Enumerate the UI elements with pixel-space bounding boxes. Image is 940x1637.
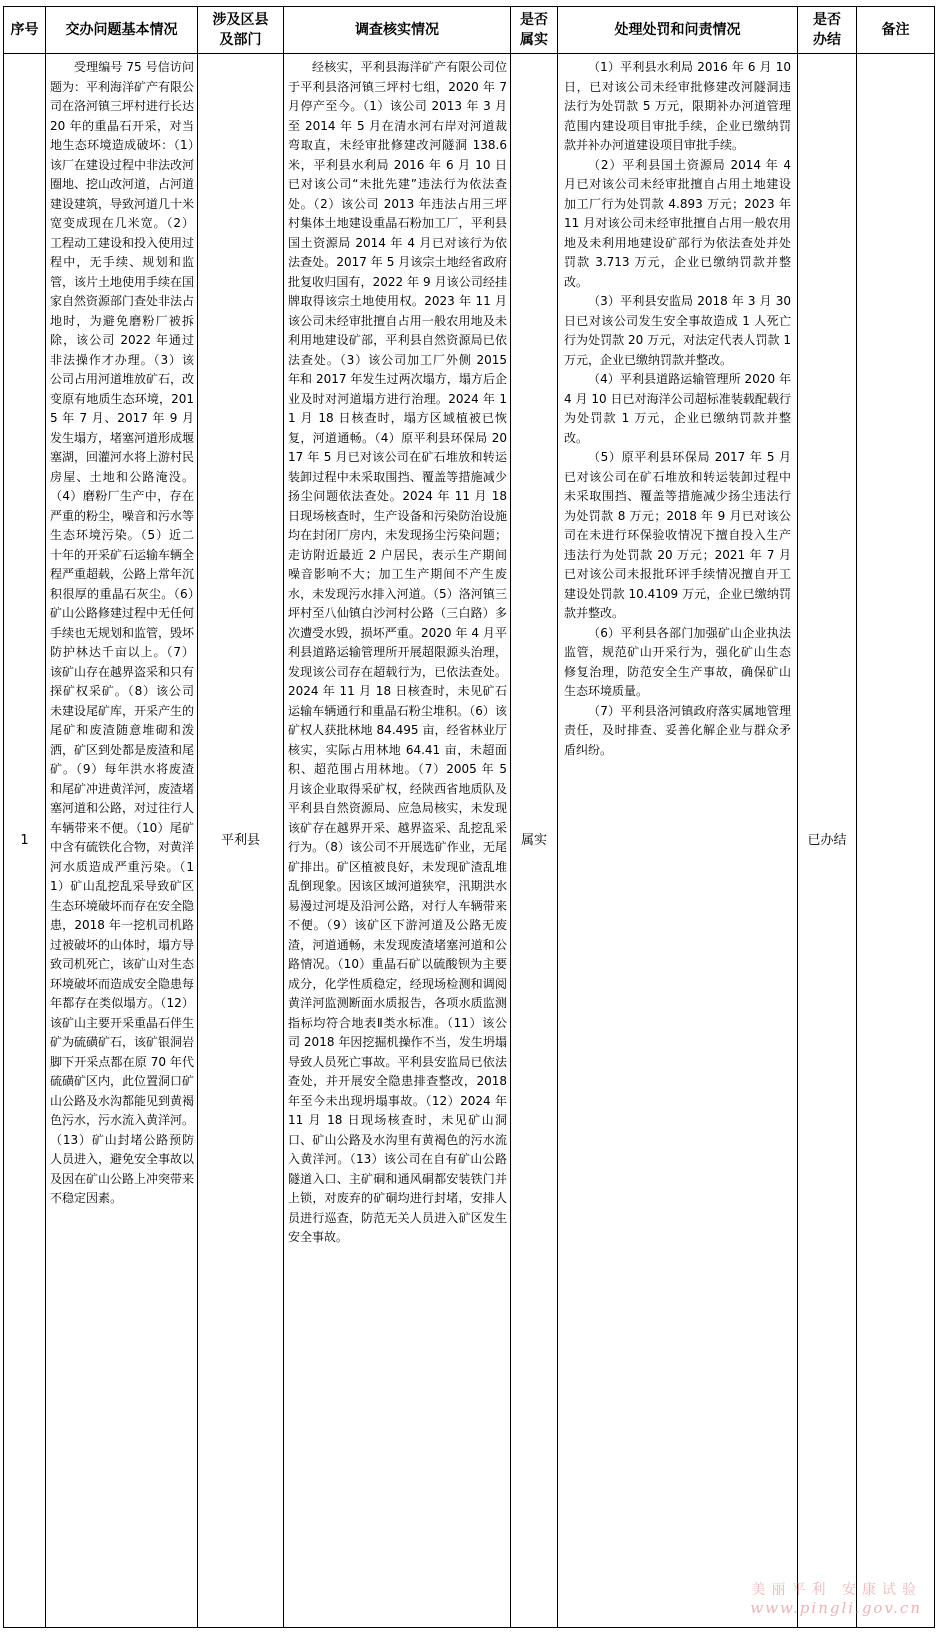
watermark-url: www.pingli.gov.cn	[750, 1599, 922, 1617]
header-row	[4, 7, 935, 54]
header-district: 涉及区县 及部门	[198, 7, 284, 54]
handling-item: （2）平利县国土资源局 2014 年 4 月已对该公司未经审批擅自占用土地建设加工厂行为处罚款 4.893 万元；2023 年 11 月对该公司未经审批擅自占用一般农用地及未利用地建设矿部行为依法查处并处罚款 3.713 万元，企业已缴纳罚款并整改。	[564, 157, 791, 289]
handling-list	[558, 54, 797, 760]
verified-cell: 属实	[511, 54, 558, 1628]
handling-item: （6）平利县各部门加强矿山企业执法监管，规范矿山开采行为，强化矿山生态修复治理，防范安全生产事故，确保矿山生态环境质量。	[564, 625, 791, 698]
remark-cell	[857, 54, 935, 1628]
completed-cell: 已办结	[798, 54, 857, 1628]
handling-item: （3）平利县安监局 2018 年 3 月 30 日已对该公司发生安全事故造成 1 人死亡行为处罚款 20 万元，对法定代表人罚款 1 万元，企业已缴纳罚款并整改。	[564, 294, 791, 367]
handling-item: （7）平利县洛河镇政府落实属地管理责任，及时排查、妥善化解企业与群众矛盾纠纷。	[564, 703, 791, 757]
header-handling: 处理处罚和问责情况	[558, 7, 798, 54]
handling-cell	[558, 54, 798, 1628]
site-watermark	[750, 1579, 922, 1617]
header-investigation: 调查核实情况	[284, 7, 511, 54]
investigation-text: 经核实，平利县海洋矿产有限公司位于平利县洛河镇三坪村七组，2020 年 7 月停产至今。（1）该公司 2013 年 3 月至 2014 年 5 月在清水河右岸对河道裁弯取直，未经审批修建改河隧洞 138.6 米，平利县水利局 2016 年 6 月 10 日已对该公司“未批先建”违法行为依法查处。（2）该公司 2013 年违法占用三坪村集体土地建设重晶石粉加工厂，平利县国土资源局 2014 年 4 月已对该行为依法查处。2017 年 5 月该宗土地经省政府批复收归国有，2022 年 9 月该公司经挂牌取得该宗土地使用权。2023 年 11 月该公司未经审批擅自占用一般农用地及未利用地建设矿部，平利县自然资源局已依法查处。（3）该公司加工厂外侧 2015 年和 2017 年发生过两次塌方，塌方后企业及时对河道塌方进行治理。2024 年 11 月 18 日核查时，塌方区域植被已恢复，河道通畅。（4）原平利县环保局 2017 年 5 月已对该公司在矿石堆放和转运装卸过程中未采取围挡、覆盖等措施减少扬尘问题依法查处。2024 年 11 月 18 日现场核查时，生产设备和污染防治设施均在封闭厂房内，未发现扬尘污染问题；走访附近最近 2 户居民，表示生产期间噪音影响不大；加工生产期间不产生废水，未发现污水排入河道。（5）洛河镇三坪村至八仙镇白沙河村公路（三白路）多次遭受水毁，损坏严重。2020 年 4 月平利县道路运输管理所开展超限源头治理，发现该公司存在超载行为，已依法查处。2024 年 11 月 18 日核查时，未见矿石运输车辆通行和重晶石粉尘堆积。（6）该矿权人获批林地 84.495 亩，经省林业厅核实，实际占用林地 64.41 亩，未超面积、超范围占用林地。（7）2005 年 5 月该企业取得采矿权，经陕西省地质队及平利县自然资源局、应急局核实，未发现该矿存在越界开采、越界盗采、乱挖乱采行为。（8）该公司不开展选矿作业，无尾矿排出。矿区植被良好，未发现矿渣乱堆乱倒现象。因该区域河道狭窄，汛期洪水易漫过河堤及沿河公路，对行人车辆带来不便。（9）该矿区下游河道及公路无废渣，河道通畅，未发现废渣堵塞河道和公路情况。（10）重晶石矿以硫酸钡为主要成分，化学性质稳定，经现场检测和调阅黄洋河监测断面水质报告，各项水质监测指标均符合地表Ⅱ类水标准。（11）该公司 2018 年因挖掘机操作不当，发生坍塌导致人员死亡事故。平利县安监局已依法查处，并开展安全隐患排查整改，2018 年至今未出现坍塌事故。（12）2024 年 11 月 18 日现场核查时，未见矿山洞口、矿山公路及水沟里有黄褐色的污水流入黄洋河。（13）该公司在自有矿山公路隧道入口、主矿硐和通风硐都安装铁门并上锁，对废弃的矿硐均进行封堵，安排人员进行巡查，防范无关人员进入矿区发生安全事故。	[288, 60, 507, 1244]
watermark-slogan: 美丽平利 安康试验	[751, 1582, 922, 1598]
header-issue: 交办问题基本情况	[46, 7, 198, 54]
table-row	[4, 54, 935, 1628]
header-verified: 是否 属实	[511, 7, 558, 54]
district-cell: 平利县	[198, 54, 284, 1628]
investigation-cell	[284, 54, 511, 1628]
row-index: 1	[4, 54, 46, 1628]
handling-item: （1）平利县水利局 2016 年 6 月 10 日，已对该公司未经审批修建改河隧洞违法行为处罚款 5 万元，限期补办河道管理范围内建设项目审批手续，企业已缴纳罚款并补办河道建设项目审批手续。	[564, 60, 791, 152]
inspection-table	[3, 6, 935, 1628]
issue-text: 受理编号 75 号信访问题为：平利海洋矿产有限公司在洛河镇三坪村进行长达 20 年的重晶石开采，对当地生态环境造成破坏：（1）该厂在建设过程中非法改河圈地、挖山改河道，占河道建设建筑，导致河道几十米宽变成现在几米宽。（2）工程动工建设和投入使用过程中，无手续、规划和监管，该片土地使用手续在国家自然资源部门查处非法占地时，为避免磨粉厂被拆除，该公司 2022 年通过非法操作才办理。（3）该公司占用河道堆放矿石，改变原有地质生态环境，2015 年 7 月、2017 年 9 月发生塌方，堵塞河道形成堰塞湖，回灌河水将上游村民房屋、土地和公路淹没。（4）磨粉厂生产中，存在严重的粉尘，噪音和污水等生态环境污染。（5）近二十年的开采矿石运输车辆全程严重超载，公路上常年沉积很厚的重晶石灰尘。（6）矿山公路修建过程中无任何手续也无规划和监管，毁坏防护林达千亩以上。（7）该矿山存在越界盗采和只有探矿权采矿。（8）该公司未建设尾矿库，开采产生的尾矿和废渣随意堆砌和泼洒，矿区到处都是废渣和尾矿。（9）每年洪水将废渣和尾矿冲进黄洋河，废渣堵塞河道和公路，对过往行人车辆带来不便。（10）尾矿中含有硫铁化合物，对黄洋河水质造成严重污染。（11）矿山乱挖乱采导致矿区生态环境破坏而存在安全隐患，2018 年一挖机司机路过被破坏的山体时，塌方导致司机死亡，该矿山对生态环境破坏而造成安全隐患每年都存在类似塌方。（12）该矿山主要开采重晶石伴生矿为硫磺矿石，该矿银洞岩脚下开采点都在原 70 年代硫磺矿区内，此位置洞口矿山公路及水沟都能见到黄褐色污水，污水流入黄洋河。（13）矿山封堵公路预防人员进入，避免安全事故以及因在矿山公路上冲突带来不稳定因素。	[50, 60, 195, 1205]
handling-item: （5）原平利县环保局 2017 年 5 月已对该公司在矿石堆放和转运装卸过程中未采取围挡、覆盖等措施减少扬尘违法行为处罚款 8 万元；2018 年 9 月已对该公司在未进行环保验收情况下擅自投入生产违法行为处罚款 20 万元；2021 年 7 月已对该公司未报批环评手续情况擅自开工建设处罚款 10.4109 万元，企业已缴纳罚款并整改。	[564, 450, 791, 620]
header-remark: 备注	[857, 7, 935, 54]
issue-cell	[46, 54, 198, 1628]
handling-item: （4）平利县道路运输管理所 2020 年 4 月 10 日已对海洋公司超标准装载配载行为处罚款 1 万元，企业已缴纳罚款并整改。	[564, 372, 791, 445]
header-index: 序号	[4, 7, 46, 54]
header-completed: 是否 办结	[798, 7, 857, 54]
